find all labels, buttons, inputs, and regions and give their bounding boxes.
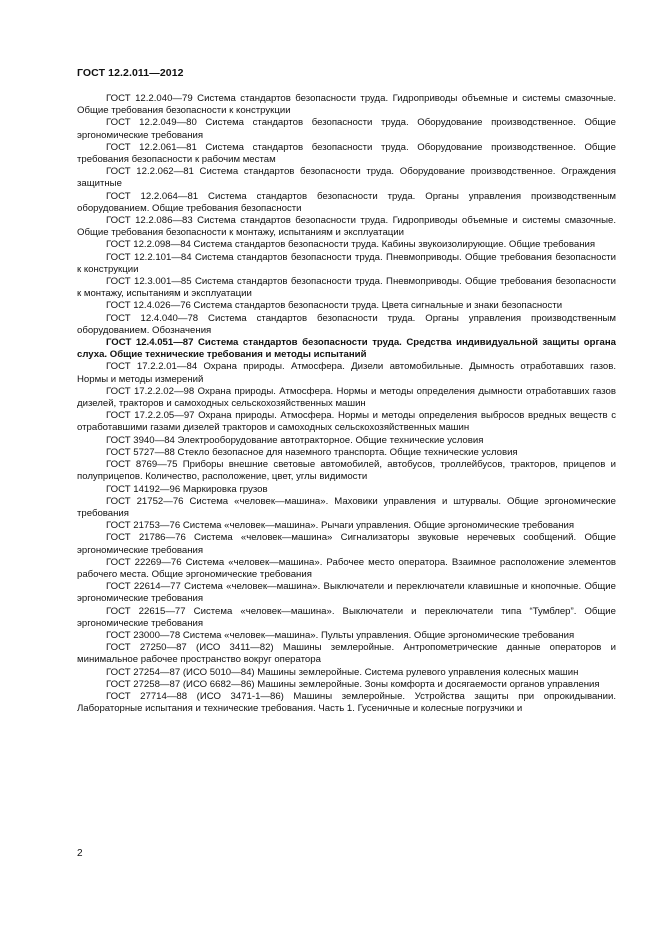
reference-entry: ГОСТ 27250—87 (ИСО 3411—82) Машины землеройные. Антропометрические данные операторов и минимальное рабочее пространство вокруг оператора xyxy=(77,642,616,666)
reference-entry: ГОСТ 12.2.049—80 Система стандартов безопасности труда. Оборудование производственное. Общие эргономические требования xyxy=(77,117,616,141)
page-number: 2 xyxy=(77,848,83,859)
reference-entry: ГОСТ 12.2.086—83 Система стандартов безопасности труда. Гидроприводы объемные и системы смазочные. Общие требования безопасности к монтажу, испытаниям и эксплуатации xyxy=(77,215,616,239)
reference-entry: ГОСТ 12.4.051—87 Система стандартов безопасности труда. Средства индивидуальной защиты органа слуха. Общие технические требования и методы испытаний xyxy=(77,337,616,361)
reference-entry: ГОСТ 12.2.061—81 Система стандартов безопасности труда. Оборудование производственное. Общие требования безопасности к рабочим местам xyxy=(77,141,616,166)
reference-entry: ГОСТ 8769—75 Приборы внешние световые автомобилей, автобусов, троллейбусов, тракторов, прицепов и полуприцепов. Количество, расположение, цвет, углы видимости xyxy=(77,459,616,483)
reference-entry: ГОСТ 12.4.040—78 Система стандартов безопасности труда. Органы управления производственным оборудованием. Обозначения xyxy=(77,312,616,336)
reference-entry: ГОСТ 12.2.062—81 Система стандартов безопасности труда. Оборудование производственное. Ограждения защитные xyxy=(77,166,616,190)
reference-entry: ГОСТ 17.2.2.02—98 Охрана природы. Атмосфера. Нормы и методы определения дымности отработавших газов дизелей, тракторов и самоходных сельскохозяйственных машин xyxy=(77,385,616,410)
reference-entry: ГОСТ 23000—78 Система «человек—машина». Пульты управления. Общие эргономические требования xyxy=(106,629,575,641)
reference-entry: ГОСТ 12.4.026—76 Система стандартов безопасности труда. Цвета сигнальные и знаки безопасности xyxy=(106,300,563,312)
reference-entry: ГОСТ 27258—87 (ИСО 6682—86) Машины землеройные. Зоны комфорта и досягаемости органов управления xyxy=(106,678,600,690)
reference-entry: ГОСТ 3940—84 Электрооборудование автотракторное. Общие технические условия xyxy=(106,434,484,446)
reference-entry: ГОСТ 12.2.064—81 Система стандартов безопасности труда. Органы управления производственным оборудованием. Общие требования безопасности xyxy=(77,190,616,214)
reference-entry: ГОСТ 12.3.001—85 Система стандартов безопасности труда. Пневмоприводы. Общие требования безопасности к монтажу, испытаниям и эксплуатации xyxy=(77,276,616,300)
reference-entry: ГОСТ 22615—77 Система «человек—машина». Выключатели и переключатели типа “Тумблер”. Общие эргономические требования xyxy=(77,605,616,629)
reference-entry: ГОСТ 21752—76 Система «человек—машина». Маховики управления и штурвалы. Общие эргономические требования xyxy=(77,495,616,519)
reference-entry: ГОСТ 17.2.2.05—97 Охрана природы. Атмосфера. Нормы и методы определения выбросов вредных веществ с отработавшими газами дизелей тракторов и самоходных сельскохозяйственных машин xyxy=(77,410,616,434)
reference-entry: ГОСТ 12.2.101—84 Система стандартов безопасности труда. Пневмоприводы. Общие требования безопасности к конструкции xyxy=(77,251,616,275)
reference-entry: ГОСТ 21753—76 Система «человек—машина». Рычаги управления. Общие эргономические требования xyxy=(106,520,575,532)
reference-entry: ГОСТ 5727—88 Стекло безопасное для наземного транспорта. Общие технические условия xyxy=(106,446,518,458)
reference-entry: ГОСТ 21786—76 Система «человек—машина» Сигнализаторы звуковые неречевых сообщений. Общие эргономические требования xyxy=(77,532,616,556)
normative-references-list xyxy=(77,93,616,715)
reference-entry: ГОСТ 14192—96 Маркировка грузов xyxy=(106,483,268,495)
reference-entry: ГОСТ 27254—87 (ИСО 5010—84) Машины землеройные. Система рулевого управления колесных машин xyxy=(106,666,579,678)
reference-entry: ГОСТ 22269—76 Система «человек—машина». Рабочее место оператора. Взаимное расположение элементов рабочего места. Общие эргономические требования xyxy=(77,556,616,580)
reference-entry: ГОСТ 27714—88 (ИСО 3471-1—86) Машины землеройные. Устройства защиты при опрокидывании. Лабораторные испытания и технические требования. Часть 1. Гусеничные и колесные погрузчики и xyxy=(77,690,616,715)
reference-entry: ГОСТ 17.2.2.01—84 Охрана природы. Атмосфера. Дизели автомобильные. Дымность отработавших газов. Нормы и методы измерений xyxy=(77,361,616,385)
reference-entry: ГОСТ 12.2.098—84 Система стандартов безопасности труда. Кабины звукоизолирующие. Общие требования xyxy=(106,239,596,251)
reference-entry: ГОСТ 12.2.040—79 Система стандартов безопасности труда. Гидроприводы объемные и системы смазочные. Общие требования безопасности к конструкции xyxy=(77,93,616,117)
reference-entry: ГОСТ 22614—77 Система «человек—машина». Выключатели и переключатели клавишные и кнопочные. Общие эргономические требования xyxy=(77,581,616,605)
page-header-title: ГОСТ 12.2.011—2012 xyxy=(77,67,184,79)
